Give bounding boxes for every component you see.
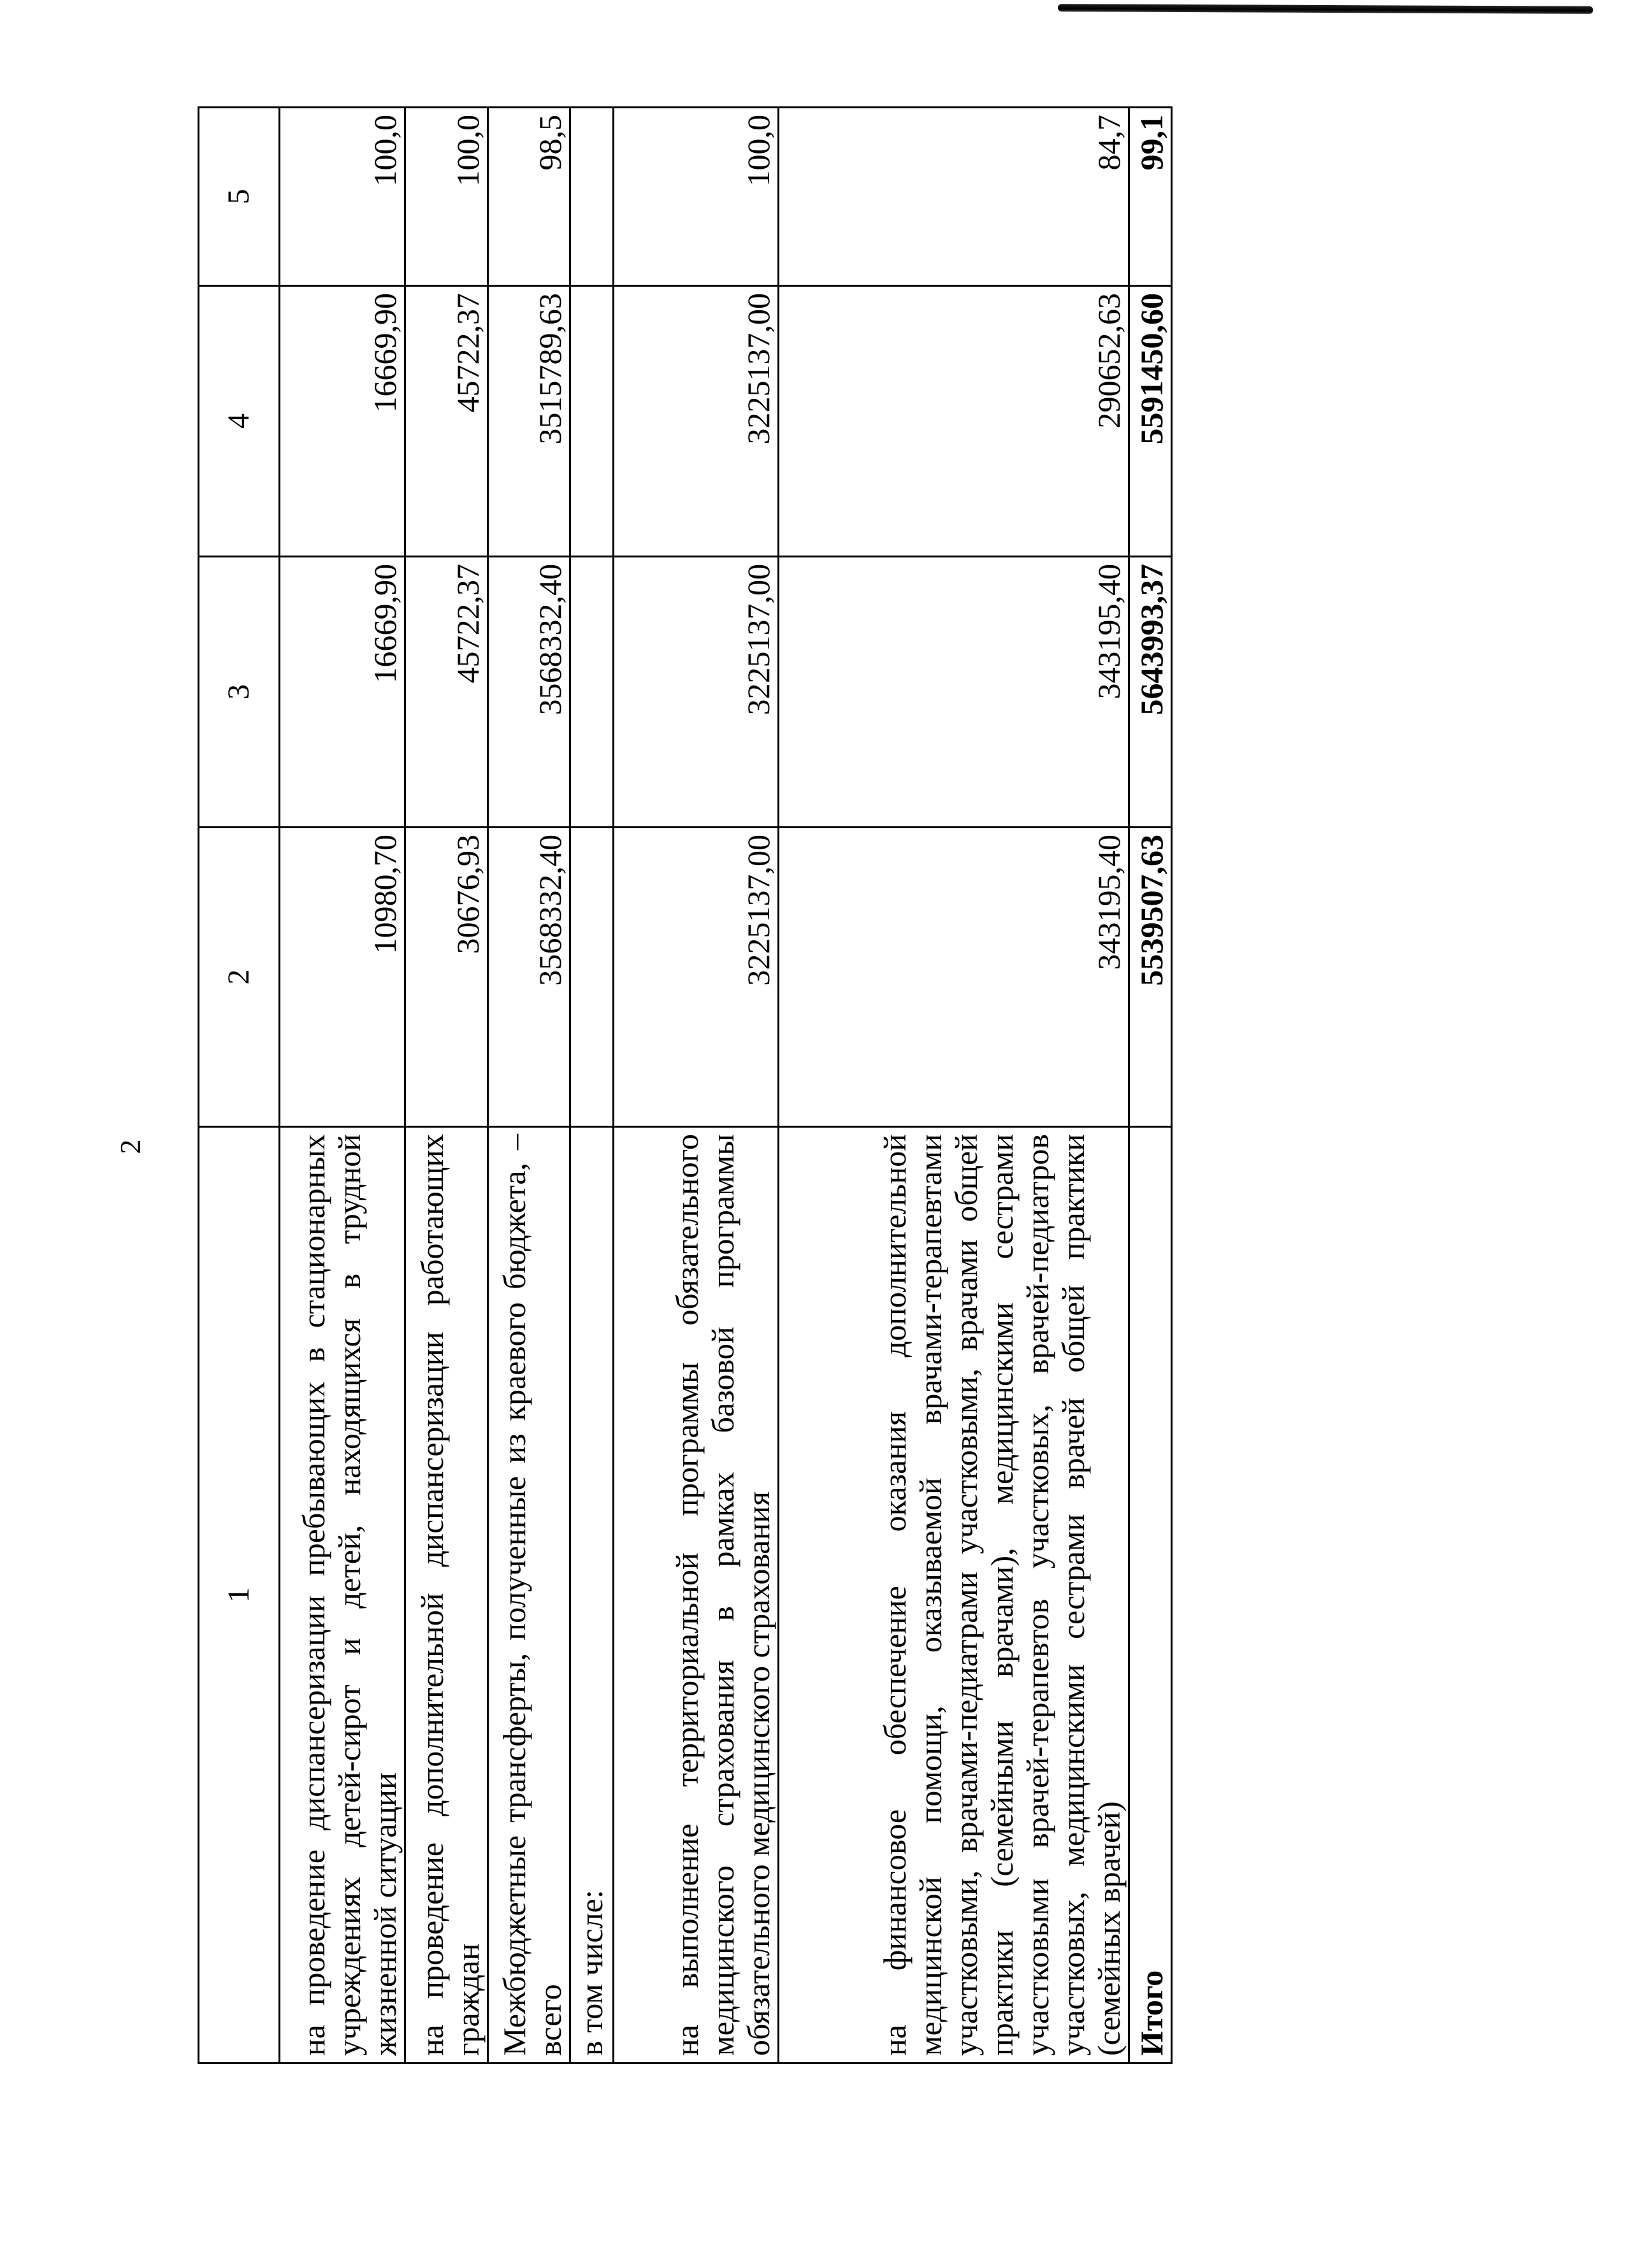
header-row [199,108,280,2063]
page-number: 2 [114,1139,147,1154]
header-col-5: 5 [199,108,280,286]
row-description: на финансовое обеспечение оказания дополнительной медицинской помощи, оказываемой врачами-терапевтами участковыми, врачами-педиатрами участковыми, врачами общей практики (семейными врачами), медицинскими сестрами участковыми врачей-терапевтов участковых, врачей-педиатров участковых, медицинскими сестрами врачей общей практики (семейных врачей) [778,1127,1129,2063]
table-row [487,108,570,2063]
table-row [280,108,405,2063]
row-description: на выполнение территориальной программы обязательного медицинского страхования в рамках базовой программы обязательного медицинского страхования [613,1127,778,2063]
table-row [778,108,1129,2063]
row-value-col4: 3225137,00 [613,286,778,557]
row-value-col4: 45722,37 [405,286,488,557]
top-rule [1058,4,1593,14]
header-col-4: 4 [199,286,280,557]
row-value-col5: 84,7 [778,108,1129,286]
row-value-col2: 3568332,40 [487,828,570,1127]
row-value-col4: 16669,90 [280,286,405,557]
table-row [570,108,613,2063]
total-value-col4: 5591450,60 [1129,286,1171,557]
row-description: Межбюджетные трансферты, полученные из краевого бюджета, – всего [487,1127,570,2063]
table-container [198,108,1173,2064]
total-label: Итого [1129,1127,1171,2063]
row-description: на проведение дополнительной диспансеризации работающих граждан [405,1127,488,2063]
row-value-col2: 343195,40 [778,828,1129,1127]
row-description: в том числе: [570,1127,613,2063]
row-value-col3: 3568332,40 [487,557,570,828]
row-value-col5: 98,5 [487,108,570,286]
row-value-col3: 3225137,00 [613,557,778,828]
row-value-col5: 100,0 [405,108,488,286]
total-value-col5: 99,1 [1129,108,1171,286]
budget-table [198,106,1173,2064]
row-value-col4: 3515789,63 [487,286,570,557]
header-col-1: 1 [199,1127,280,2063]
row-value-col2: 30676,93 [405,828,488,1127]
total-row [1129,108,1171,2063]
row-value-col2: 10980,70 [280,828,405,1127]
header-col-3: 3 [199,557,280,828]
row-value-col3: 45722,37 [405,557,488,828]
header-col-2: 2 [199,828,280,1127]
row-value-col3: 16669,90 [280,557,405,828]
row-value-col5: 100,0 [280,108,405,286]
row-value-col5 [570,108,613,286]
row-description: на проведение диспансеризации пребывающих в стационарных учреждениях детей-сирот и детей, находящихся в трудной жизненной ситуации [280,1127,405,2063]
table-row [613,108,778,2063]
total-value-col2: 5539507,63 [1129,828,1171,1127]
row-value-col5: 100,0 [613,108,778,286]
row-value-col3: 343195,40 [778,557,1129,828]
total-value-col3: 5643993,37 [1129,557,1171,828]
table-row [405,108,488,2063]
row-value-col4 [570,286,613,557]
row-value-col2 [570,828,613,1127]
row-value-col3 [570,557,613,828]
row-value-col2: 3225137,00 [613,828,778,1127]
row-value-col4: 290652,63 [778,286,1129,557]
